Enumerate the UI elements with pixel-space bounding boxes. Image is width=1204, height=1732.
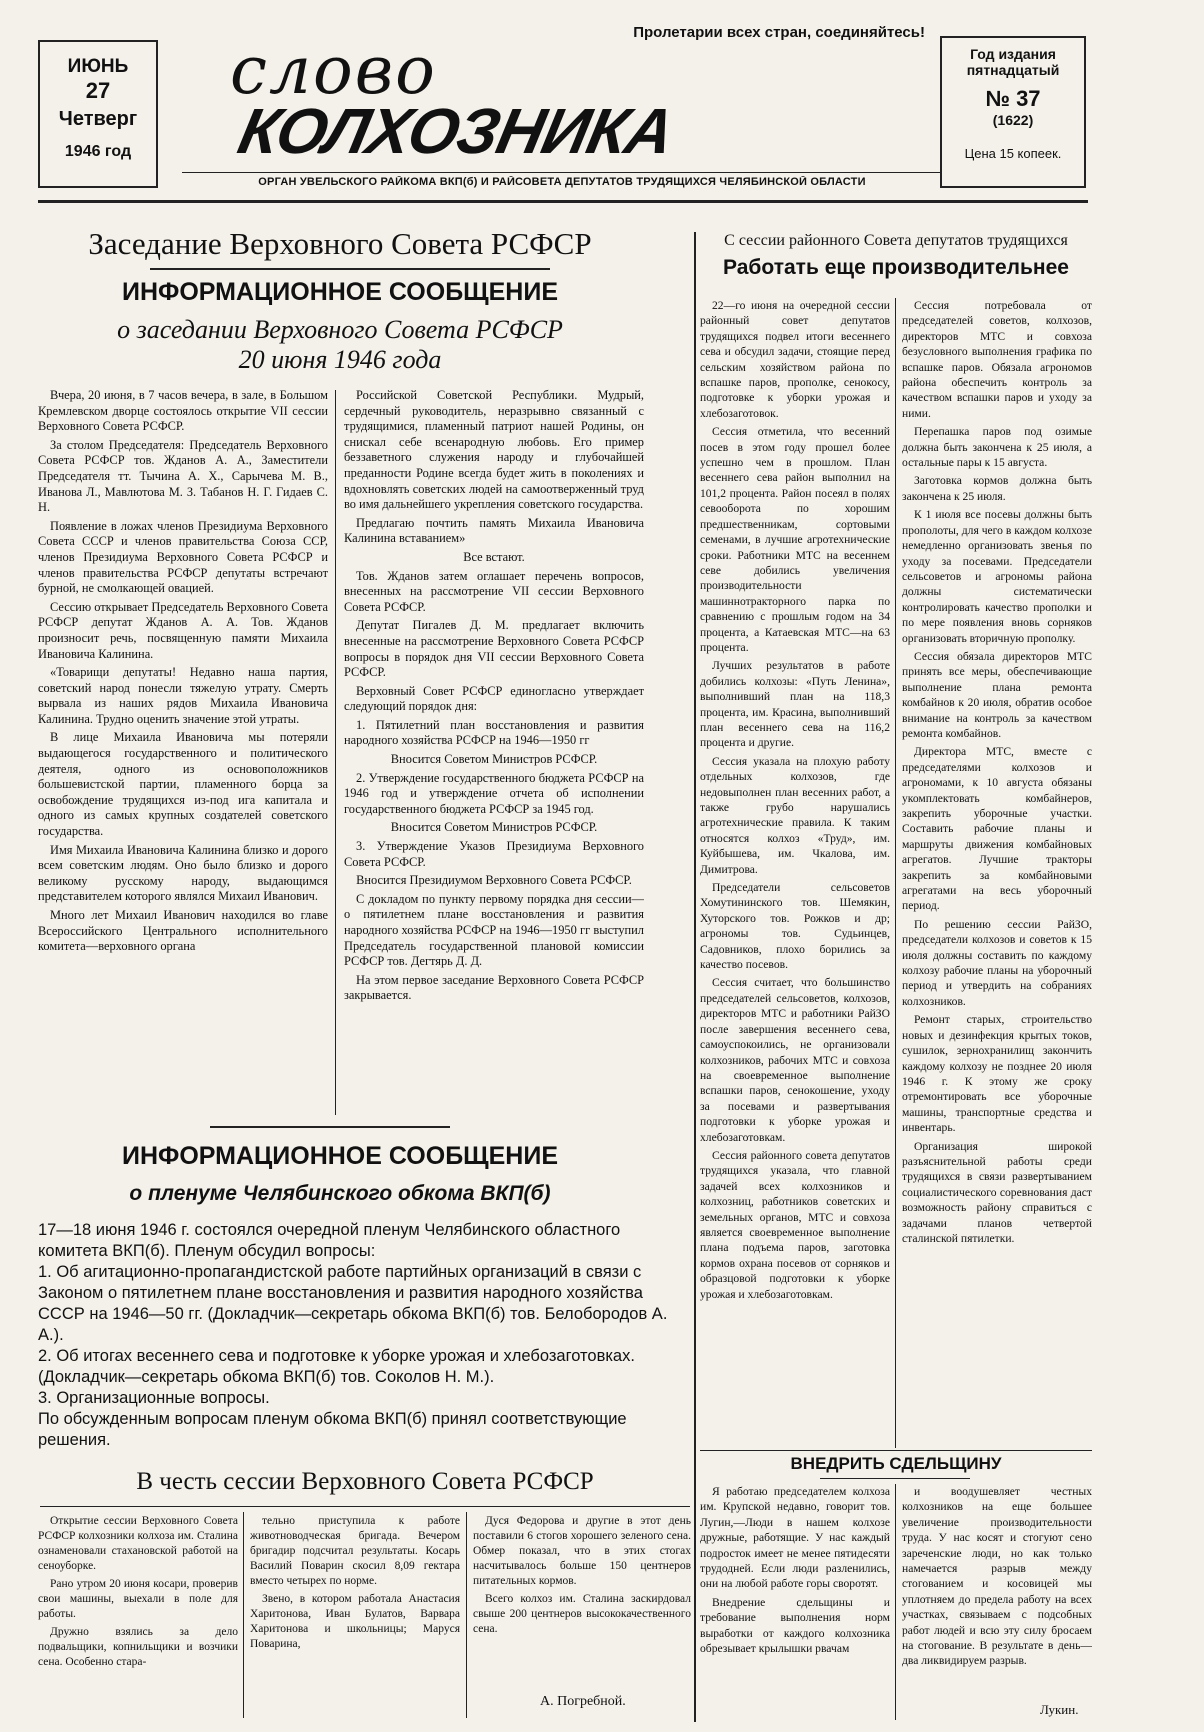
paragraph: Все встают. (463, 549, 525, 564)
paragraph: Всего колхоз им. Сталина заскирдовал свыше 200 центнеров высококачественного сена. (473, 1593, 691, 1635)
paragraph: 17—18 июня 1946 г. состоялся очередной пленум Челябинского областного комитета ВКП(б). Пленум обсудил вопросы: (38, 1221, 621, 1260)
date-month: ИЮНЬ (67, 56, 129, 77)
article1-column-1 (38, 388, 328, 1110)
paragraph: Заготовка кормов должна быть закончена к 25 июля. (902, 474, 1092, 503)
paragraph: Сессия отметила, что весенний посев в этом году прошел более успешно чем в прошлом. План весеннего сева район выполнил на 101,2 процента. Район посеял в полях севооборота по хорошим предшественникам, сортовыми семенами, в лучшие агротехнические сроки. Работники МТС на весеннем севе добились увеличения производительности машиннотракторного парка по сравнению с прошлым годом на 34 процента, а Катаевская МТС—на 63 процента. (700, 425, 890, 654)
paragraph: На этом первое заседание Верховного Совета РСФСР закрывается. (344, 972, 644, 1003)
column-rule (243, 1512, 244, 1718)
article5-rule (820, 1478, 970, 1479)
article1-heading: Заседание Верховного Совета РСФСР (88, 226, 592, 261)
article3-rule (40, 1506, 690, 1507)
date-weekday: Четверг (58, 108, 138, 130)
article4-kicker: С сессии районного Совета депутатов трудящихся (724, 232, 1068, 249)
article1-column-2 (344, 388, 644, 1110)
paragraph: Сессия потребовала от председателей советов, колхозов, директоров МТС и совхоза безусловного выполнения графика по вспашке паров. Обязала агрономов района обеспечить контроль за качеством вспашки паров и уходу за ними. (902, 299, 1092, 420)
issue-info-box (940, 36, 1086, 188)
article3-signature: А. Погребной. (540, 1694, 626, 1709)
paragraph: «Товарищи депутаты! Недавно наша партия, советский народ понесли тяжелую утрату. Смерть вырвала из наших рядов Михаила Ивановича Калинина. Трудно оценить значение этой утраты. (38, 665, 328, 726)
masthead-subtitle: ОРГАН УВЕЛЬСКОГО РАЙКОМА ВКП(б) И РАЙСОВЕТА ДЕПУТАТОВ ТРУДЯЩИХСЯ ЧЕЛЯБИНСКОЙ ОБЛАСТИ (258, 176, 866, 188)
paragraph: За столом Председателя: Председатель Верховного Совета РСФСР тов. Жданов А. А., Заместители Председателя тт. Тычина А. Х., Сарычева М. В., Иванова Л., Мавлютова М. З. Табанов Н. Г. Гидаев С. Н. (38, 437, 328, 515)
column-rule (895, 1484, 896, 1720)
article3-column-1 (38, 1514, 238, 1718)
paragraph: Председатели сельсоветов Хомутининского тов. Шемякин, Хуторского тов. Рожков и др; агрономы тов. Судьинцев, Садовников, плохо борились за качество посевов. (700, 881, 890, 972)
paragraph: Перепашка паров под озимые должна быть закончена к 25 июля, а остальные пары к 15 августа. (902, 425, 1092, 470)
article1-lead-line1: о заседании Верховного Совета РСФСР (117, 315, 563, 344)
issue-total: (1622) (992, 112, 1034, 128)
paragraph: 2. Об итогах весеннего сева и подготовке к уборке урожая и хлебозаготовках. (Докладчик—секретарь обкома ВКП(б) тов. Соколов Н. М.). (38, 1347, 635, 1386)
paragraph: Дуся Федорова и другие в этот день поставили 6 стогов хорошего зеленого сена. Обмер показал, что в этих стогах насчитывалось больше 150 центнеров питательных кормов. (473, 1515, 691, 1587)
paragraph: Лучших результатов в работе добились колхозы: «Путь Ленина», выполнивший план на 118,3 процента, им. Красина, выполнивший план весеннего сева на 116,2 процента и другие. (700, 659, 890, 750)
paragraph: Рано утром 20 июня косари, проверив свои машины, выехали в поле для работы. (38, 1578, 238, 1620)
issue-year-value: пятнадцатый (966, 62, 1060, 78)
paragraph: Сессия указала на плохую работу отдельных колхозов, где недовыполнен план весенних работ, а также грубо нарушались агротехнические правила. К таким относятся колхоз «Труд», им. Куйбышева, им. Чкалова, им. Димитрова. (700, 754, 890, 876)
issue-price: Цена 15 копеек. (964, 146, 1062, 161)
column-rule (466, 1512, 467, 1718)
paragraph: Директора МТС, вместе с председателями колхозов и агрономами, к 10 августа обязаны укомплектовать комбайнеров, закрепить уборочные участки. Составить рабочие планы и маршруты движения комбайновых агрегатов. Лучшие тракторы закрепить за комбайновыми агрегатами на весь уборочный период. (902, 745, 1092, 913)
paragraph: 22—го июня на очередной сессии районный совет депутатов трудящихся подвел итоги весеннего сева и обсудил задачи, стоящие перед сельским хозяйством района по вспашке паров, прополке, сенокосу, подготовке к уборки урожая и хлебозаготовок. (700, 299, 890, 420)
section-rule (700, 1450, 1092, 1451)
paragraph: 3. Утверждение Указов Президиума Верховного Совета РСФСР. (344, 839, 644, 869)
article5-column-1 (700, 1484, 890, 1720)
paragraph: 1. Пятилетний план восстановления и развития народного хозяйства РСФСР на 1946—1950 гг (344, 717, 644, 748)
article1-lead-line2: 20 июня 1946 года (238, 345, 442, 374)
article4-column-2 (902, 298, 1092, 1448)
paragraph: Много лет Михаил Иванович находился во главе Всероссийского Центрального исполнительного комитета—верховного органа (38, 908, 328, 954)
title-script: слово (230, 32, 437, 109)
paragraph: Я работаю председателем колхоза им. Крупской недавно, говорит тов. Лугин,—Люди в нашем колхозе дружные, работящие. У нас каждый подросток имеет не менее пятидесяти трудодней. Если люди разленились, они на любой работе горы своротят. (700, 1485, 890, 1591)
paragraph: Предлагаю почтить память Михаила Ивановича Калинина вставанием» (344, 515, 644, 546)
article1-subheading: ИНФОРМАЦИОННОЕ СООБЩЕНИЕ (121, 278, 559, 306)
article3-column-2 (250, 1514, 460, 1718)
paragraph: Ремонт старых, строительство новых и дезинфекция крытых токов, сушилок, зернохранилищ закончить каждому колхозу не позднее 20 июля 1946 г. К этому же сроку отремонтировать все уборочные машины, транспортные средства и инвентарь. (902, 1013, 1092, 1135)
column-rule (895, 298, 896, 1448)
paragraph: Вносится Советом Министров РСФСР. (390, 752, 598, 767)
paragraph: Звено, в котором работала Анастасия Харитонова, Иван Булатов, Варвара Харитонова и школьницы; Маруся Поварина, (250, 1593, 460, 1650)
article3-column-3 (473, 1514, 691, 1690)
paragraph: Российской Советской Республики. Мудрый, сердечный руководитель, неразрывно связанный с трудящимися, пламенный патриот нашей Родины, он снискал себе всенародную любовь. Его пример беззаветного служения народу и глубочайшей преданности Родине всегда будет жить в поколениях и вдохновлять советских людей на самоотверженный труд во имя дальнейшего укрепления советского государства. (344, 388, 644, 512)
paragraph: Сессия считает, что большинство председателей сельсоветов, колхозов, директоров МТС и работники РайЗО после завершения весеннего сева, самоуспокоились, не организовали колхозников, рабочих МТС и совхоза на своевременное выполнение вспашки паров, сенокошение, уходу за посевами и развертывания подготовки к уборке урожая и хлебозаготовкам. (700, 976, 890, 1144)
paragraph: Тов. Жданов затем оглашает перечень вопросов, внесенных на рассмотрение VII сессии Верховного Совета РСФСР. (344, 568, 644, 614)
paragraph: В лице Михаила Ивановича мы потеряли выдающегося государственного и политического деятеля, одного из основоположников большевистской партии, пламенного борца за освобождение трудящихся из-под ига капитала и одного из самых крупных создателей советского государства. (38, 730, 328, 839)
article3-heading: В честь сессии Верховного Совета РСФСР (136, 1468, 594, 1495)
paragraph: тельно приступила к работе животноводческая бригада. Вечером бригадир подсчитал результаты. Косарь Василий Поварин скосил 8,09 гектара вместо четырех по норме. (250, 1515, 460, 1587)
article4-heading: Работать еще производительнее (723, 256, 1069, 279)
article4-column-1 (700, 298, 890, 1448)
article5-column-2 (902, 1484, 1092, 1702)
paragraph: 2. Утверждение государственного бюджета РСФСР на 1946 год и утверждение отчета об исполнении государственного бюджета РСФСР за 1945 год. (344, 770, 644, 816)
paragraph: К 1 июля все посевы должны быть прополоты, для чего в каждом колхозе немедленно организовать звенья по уходу за посевами. Председатели сельсоветов и агрономы района должны систематически контролировать качество прополки и по мере появления вновь сорняков организовать вторичную прополку. (902, 508, 1092, 645)
paragraph: 1. Об агитационно-пропагандистской работе партийных организаций в связи с Законом о пятилетнем плане восстановления и развития народного хозяйства СССР на 1946—50 гг. (Докладчик—секретарь обкома ВКП(б) тов. Белобородов А. А.). (38, 1263, 668, 1344)
paragraph: Вчера, 20 июня, в 7 часов вечера, в зале, в Большом Кремлевском дворце состоялось открытие VII сессии Верховного Совета РСФСР. (38, 388, 328, 434)
paragraph: Сессия районного совета депутатов трудящихся указала, что главной задачей всех колхозников и колхозниц, работников советских и земельных органов, МТС и совхоза является своевременное выполнение плана подъема паров, заготовка кормов охрана посевов от сорняков и образцовой подготовки к уборке урожая и хлебозаготовкам. (700, 1148, 890, 1301)
column-rule (335, 390, 336, 1115)
paragraph: Депутат Пигалев Д. М. предлагает включить внесенные на рассмотрение Верховного Совета РСФСР вопросы в порядок дня VII сессии Верховного Совета РСФСР. (344, 618, 644, 680)
paragraph: Внедрение сдельщины и требование выполнения норм выработки от каждого колхозника обрезывает крылышки рвачам (700, 1595, 890, 1656)
masthead-rule (182, 172, 942, 173)
issue-year-label: Год издания (970, 46, 1056, 62)
article1-lead (40, 315, 640, 375)
date-box (38, 40, 158, 188)
paragraph: Дружно взялись за дело подвальщики, копнильщики и возчики сена. Особенно стара- (38, 1626, 238, 1668)
article5-signature: Лукин. (1040, 1702, 1079, 1717)
paragraph: Вносится Президиумом Верховного Совета РСФСР. (356, 873, 632, 888)
issue-number: № 37 (985, 86, 1041, 111)
paragraph: Открытие сессии Верховного Совета РСФСР колхозники колхоза им. Сталина ознаменовали стахановской работой на сеноуборке. (38, 1515, 238, 1572)
paragraph: Верховный Совет РСФСР единогласно утверждает следующий порядок дня: (344, 683, 644, 714)
paragraph: и воодушевляет честных колхозников на еще большее увеличение производительности труда. У нас косят и стогуют сено зареченские люди, но как только намечается разрыв между стогованием и косовицей мы уплотняем до предела работу на всех участках, связываем с подсобных работ людей и всю эту силу бросаем на стогование. В результате в день—два ликвидируем разрыв. (902, 1485, 1092, 1668)
article5-heading: ВНЕДРИТЬ СДЕЛЬЩИНУ (790, 1454, 1002, 1473)
slogan: Пролетарии всех стран, соединяйтесь! (633, 24, 925, 41)
article2-body (38, 1220, 688, 1456)
article2-lead: о пленуме Челябинского обкома ВКП(б) (129, 1182, 551, 1205)
section-rule (210, 1126, 450, 1128)
masthead-bottom-rule (38, 200, 1088, 203)
title-main: КОЛХОЗНИКА (232, 95, 680, 167)
paragraph: Организация широкой разъяснительной работы среди трудящихся в связи развертыванием социалистического соревнования даст возможность району справиться с задачами планов четвертой сталинской пятилетки. (902, 1139, 1092, 1245)
date-day: 27 (85, 78, 111, 103)
paragraph: С докладом по пункту первому порядка дня сессии—о пятилетнем плане восстановления и развития народного хозяйства РСФСР на 1946—1950 гг выступил Председатель государственной плановой комиссии РСФСР тов. Дегтярь Д. Д. (344, 891, 644, 969)
page-divider (694, 232, 696, 1722)
article2-heading: ИНФОРМАЦИОННОЕ СООБЩЕНИЕ (121, 1142, 559, 1170)
paragraph: По обсужденным вопросам пленум обкома ВКП(б) принял соответствующие решения. (38, 1410, 627, 1449)
paragraph: Появление в ложах членов Президиума Верховного Совета СССР и членов правительства Союза ССР, членов Президиума Верховного Совета РСФСР и членов правительства РСФСР депутаты встречают бурной, не смолкающей овацией. (38, 518, 328, 596)
paragraph: Сессия обязала директоров МТС принять все меры, обеспечивающие выполнение плана ремонта комбайнов к 20 июля, обратив особое внимание на контроль за качеством ремонта комбайнов. (902, 649, 1092, 740)
paragraph: По решению сессии РайЗО, председатели колхозов и советов к 15 июля должны составить по каждому колхозу рабочие планы на уборочный период и утвердить на собраниях колхозников. (902, 917, 1092, 1008)
date-year: 1946 год (64, 143, 132, 160)
paragraph: Вносится Советом Министров РСФСР. (390, 820, 598, 835)
paragraph: 3. Организационные вопросы. (38, 1389, 270, 1407)
paragraph: Сессию открывает Председатель Верховного Совета РСФСР депутат Жданов А. А. Тов. Жданов произносит речь, посвященную памяти Михаила Ивановича Калинина. (38, 599, 328, 661)
article1-rule (150, 268, 550, 270)
paragraph: Имя Михаила Ивановича Калинина близко и дорого всем советским людям. Оно было близко и дорого великому русскому народу, выдающимся представителем которого являлся Михаил Иванович. (38, 842, 328, 904)
